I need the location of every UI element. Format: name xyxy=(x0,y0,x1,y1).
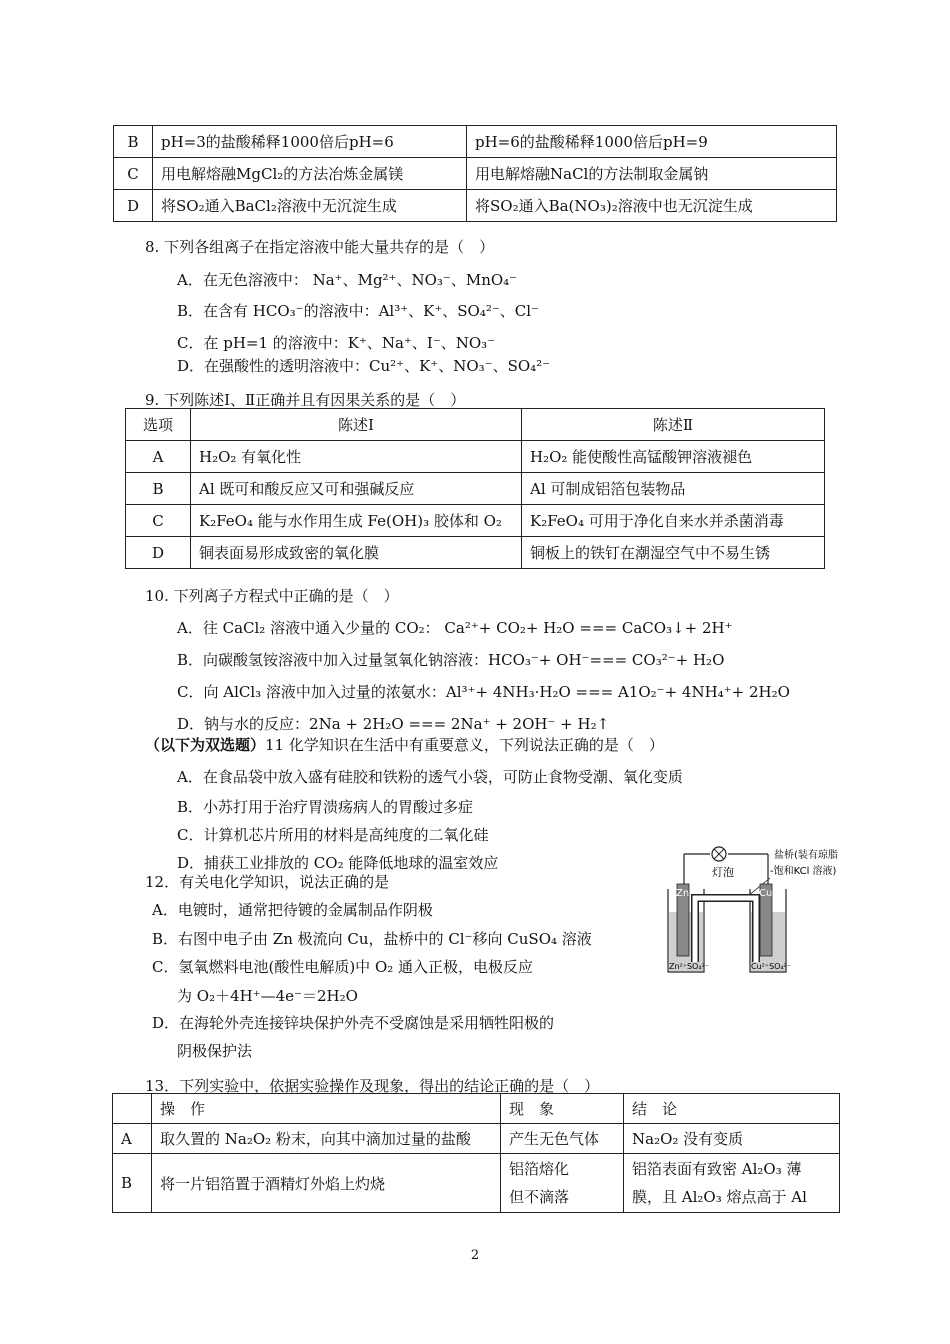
bulb-icon xyxy=(712,847,726,861)
row-label: D xyxy=(114,190,153,222)
cell: 将SO₂通入Ba(NO₃)₂溶液中也无沉淀生成 xyxy=(467,190,837,222)
q12-option-b: B．右图中电子由 Zn 极流向 Cu，盐桥中的 Cl⁻移向 CuSO₄ 溶液 xyxy=(152,930,592,948)
cell: Al 可制成铝箔包装物品 xyxy=(522,473,825,505)
q11-option-c: C．计算机芯片所用的材料是高纯度的二氧化硅 xyxy=(177,826,489,844)
row-label: B xyxy=(126,473,191,505)
table-row xyxy=(114,158,837,190)
header-cell xyxy=(113,1094,152,1124)
salt-bridge-label-2: -饱和KCl 溶液) xyxy=(770,866,837,877)
cell xyxy=(501,1154,624,1213)
question-13-stem: 13．下列实验中，依据实验操作及现象，得出的结论正确的是（ ） xyxy=(145,1077,600,1095)
zn-label: Zn xyxy=(676,888,690,899)
q10-option-b: B．向碳酸氢铵溶液中加入过量氢氧化钠溶液：HCO₃⁻+ OH⁻=== CO₃²⁻+ H₂O xyxy=(177,651,725,669)
row-label: C xyxy=(114,158,153,190)
q10-option-c: C．向 AlCl₃ 溶液中加入过量的浓氨水：Al³⁺+ 4NH₃·H₂O === A1O₂⁻+ 4NH₄⁺+ 2H₂O xyxy=(177,683,790,701)
q12-option-d-cont: 阴极保护法 xyxy=(177,1042,253,1060)
cell-line: 但不滴落 xyxy=(509,1188,570,1206)
cell: H₂O₂ 能使酸性高锰酸钾溶液褪色 xyxy=(522,441,825,473)
top-comparison-table xyxy=(113,125,837,222)
galvanic-cell-diagram xyxy=(662,844,862,978)
question-8-stem: 8. 下列各组离子在指定溶液中能大量共存的是（ ） xyxy=(145,238,495,256)
cell: 铜板上的铁钉在潮湿空气中不易生锈 xyxy=(522,537,825,569)
row-label: C xyxy=(126,505,191,537)
q12-option-c: C．氢氧燃料电池(酸性电解质)中 O₂ 通入正极，电极反应 xyxy=(152,958,534,976)
header-cell: 结 论 xyxy=(624,1094,840,1124)
q12-option-c-cont: 为 O₂＋4H⁺—4e⁻＝2H₂O xyxy=(177,987,358,1005)
cell: 将SO₂通入BaCl₂溶液中无沉淀生成 xyxy=(153,190,467,222)
question-11-stem xyxy=(145,734,664,755)
cell: K₂FeO₄ 能与水作用生成 Fe(OH)₃ 胶体和 O₂ xyxy=(191,505,522,537)
header-cell: 陈述Ⅱ xyxy=(522,409,825,441)
q8-option-c: C．在 pH=1 的溶液中：K⁺、Na⁺、I⁻、NO₃⁻ xyxy=(177,334,496,352)
cell: 用电解熔融MgCl₂的方法冶炼金属镁 xyxy=(153,158,467,190)
cell: K₂FeO₄ 可用于净化自来水并杀菌消毒 xyxy=(522,505,825,537)
table-row xyxy=(114,126,837,158)
table-row xyxy=(113,1154,840,1213)
row-label: B xyxy=(113,1154,152,1213)
row-label: D xyxy=(126,537,191,569)
q8-option-a: A．在无色溶液中： Na⁺、Mg²⁺、NO₃⁻、MnO₄⁻ xyxy=(177,271,518,289)
cell: 产生无色气体 xyxy=(501,1124,624,1154)
q8-option-b: B．在含有 HCO₃⁻的溶液中：Al³⁺、K⁺、SO₄²⁻、Cl⁻ xyxy=(177,302,539,320)
table-row xyxy=(126,537,825,569)
q13-table xyxy=(112,1093,840,1213)
table-header-row xyxy=(113,1094,840,1124)
cell: Al 既可和酸反应又可和强碱反应 xyxy=(191,473,522,505)
q8-option-d: D．在强酸性的透明溶液中：Cu²⁺、K⁺、NO₃⁻、SO₄²⁻ xyxy=(177,357,551,375)
q11-option-a: A．在食品袋中放入盛有硅胶和铁粉的透气小袋，可防止食物受潮、氧化变质 xyxy=(177,768,683,786)
row-label: A xyxy=(113,1124,152,1154)
table-row xyxy=(126,441,825,473)
q11-option-b: B．小苏打用于治疗胃溃疡病人的胃酸过多症 xyxy=(177,798,474,816)
q10-option-a: A．往 CaCl₂ 溶液中通入少量的 CO₂： Ca²⁺+ CO₂+ H₂O === CaCO₃↓+ 2H⁺ xyxy=(177,619,733,637)
q11-text: 11 化学知识在生活中有重要意义，下列说法正确的是（ ） xyxy=(265,736,664,754)
cell: 将一片铝箔置于酒精灯外焰上灼烧 xyxy=(152,1154,501,1213)
page-number: 2 xyxy=(470,1248,480,1263)
cell: 铜表面易形成致密的氧化膜 xyxy=(191,537,522,569)
q10-option-d: D．钠与水的反应：2Na + 2H₂O === 2Na⁺ + 2OH⁻ + H₂↑ xyxy=(177,715,610,733)
table-row xyxy=(113,1124,840,1154)
cell: H₂O₂ 有氧化性 xyxy=(191,441,522,473)
cu-label: Cu xyxy=(759,888,773,899)
cell xyxy=(624,1154,840,1213)
cell: pH=6的盐酸稀释1000倍后pH=9 xyxy=(467,126,837,158)
q11-option-d: D．捕获工业排放的 CO₂ 能降低地球的温室效应 xyxy=(177,854,499,872)
cell-line: 铝箔表面有致密 Al₂O₃ 薄 xyxy=(632,1160,802,1178)
cell: pH=3的盐酸稀释1000倍后pH=6 xyxy=(153,126,467,158)
question-12-stem: 12．有关电化学知识，说法正确的是 xyxy=(145,873,390,891)
right-solution-label: Cu²⁺SO₄²⁻ xyxy=(751,962,792,971)
header-cell: 陈述Ⅰ xyxy=(191,409,522,441)
cell: Na₂O₂ 没有变质 xyxy=(624,1124,840,1154)
row-label: A xyxy=(126,441,191,473)
header-cell: 选项 xyxy=(126,409,191,441)
question-10-stem: 10. 下列离子方程式中正确的是（ ） xyxy=(145,587,399,605)
bulb-label: 灯泡 xyxy=(712,866,734,879)
header-cell: 操 作 xyxy=(152,1094,501,1124)
q12-option-a: A．电镀时，通常把待镀的金属制品作阴极 xyxy=(152,901,433,919)
table-row xyxy=(114,190,837,222)
question-9-stem: 9. 下列陈述Ⅰ、Ⅱ正确并且有因果关系的是（ ） xyxy=(145,391,466,409)
cell: 取久置的 Na₂O₂ 粉末，向其中滴加过量的盐酸 xyxy=(152,1124,501,1154)
cell-line: 铝箔熔化 xyxy=(509,1160,570,1178)
table-row xyxy=(126,505,825,537)
cell: 用电解熔融NaCl的方法制取金属钠 xyxy=(467,158,837,190)
double-choice-prefix: （以下为双选题） xyxy=(145,736,266,754)
q12-option-d: D．在海轮外壳连接锌块保护外壳不受腐蚀是采用牺牲阳极的 xyxy=(152,1014,555,1032)
table-row xyxy=(126,473,825,505)
table-header-row xyxy=(126,409,825,441)
left-solution-label: Zn²⁺SO₄²⁻ xyxy=(669,962,709,971)
row-label: B xyxy=(114,126,153,158)
salt-bridge-label-1: 盐桥(装有琼脂 xyxy=(774,850,838,861)
cell-line: 膜，且 Al₂O₃ 熔点高于 Al xyxy=(632,1188,807,1206)
header-cell: 现 象 xyxy=(501,1094,624,1124)
q9-table xyxy=(125,408,825,569)
